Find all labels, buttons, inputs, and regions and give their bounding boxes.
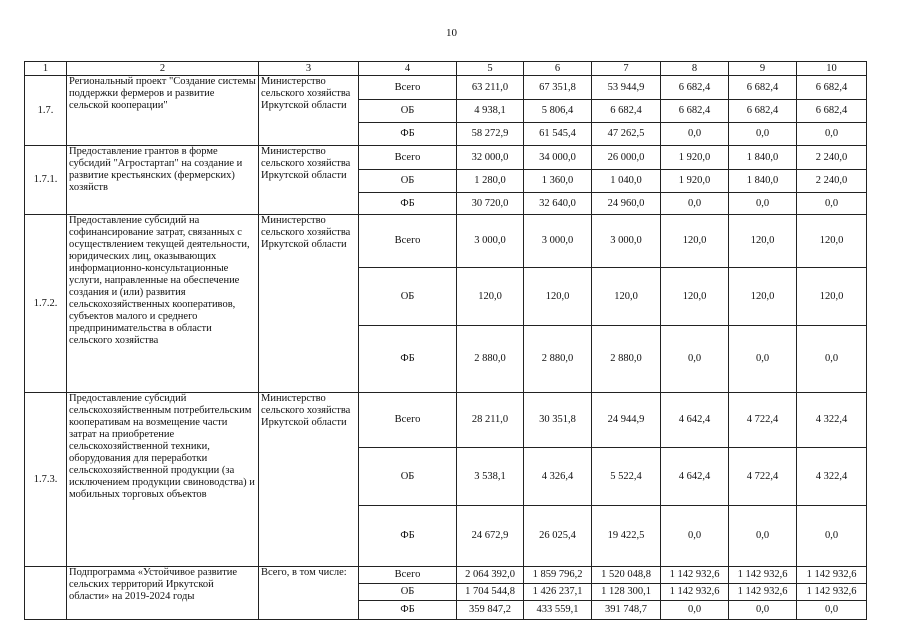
amount-cell: 1 840,0: [729, 146, 797, 170]
item-title: Подпрограмма «Устойчивое развитие сельских территорий Иркутской области» на 2019-2024 годы: [67, 567, 259, 620]
amount-cell: 0,0: [797, 326, 867, 393]
amount-cell: 67 351,8: [524, 76, 592, 100]
amount-cell: 34 000,0: [524, 146, 592, 170]
amount-cell: 4 642,4: [661, 393, 729, 448]
amount-cell: 120,0: [797, 215, 867, 268]
amount-cell: 2 240,0: [797, 146, 867, 170]
amount-cell: 120,0: [457, 268, 524, 326]
funding-source: ОБ: [359, 100, 457, 123]
funding-source: Всего: [359, 146, 457, 170]
amount-cell: 30 351,8: [524, 393, 592, 448]
amount-cell: 4 326,4: [524, 448, 592, 506]
funding-source: ОБ: [359, 448, 457, 506]
amount-cell: 1 142 932,6: [797, 567, 867, 584]
amount-cell: 1 280,0: [457, 170, 524, 193]
amount-cell: 120,0: [729, 268, 797, 326]
amount-cell: 28 211,0: [457, 393, 524, 448]
table-row: [25, 76, 867, 100]
amount-cell: 2 064 392,0: [457, 567, 524, 584]
item-title: Региональный проект "Создание системы поддержки фермеров и развитие сельской кооперации": [67, 76, 259, 146]
amount-cell: 4 938,1: [457, 100, 524, 123]
amount-cell: 6 682,4: [797, 76, 867, 100]
amount-cell: 1 040,0: [592, 170, 661, 193]
amount-cell: 3 000,0: [457, 215, 524, 268]
item-executor: Министерство сельского хозяйства Иркутской области: [259, 393, 359, 567]
amount-cell: 26 000,0: [592, 146, 661, 170]
amount-cell: 1 142 932,6: [729, 584, 797, 601]
amount-cell: 63 211,0: [457, 76, 524, 100]
amount-cell: 1 704 544,8: [457, 584, 524, 601]
amount-cell: 30 720,0: [457, 193, 524, 215]
amount-cell: 24 672,9: [457, 506, 524, 567]
amount-cell: 1 920,0: [661, 170, 729, 193]
funding-source: ФБ: [359, 123, 457, 146]
item-executor: Министерство сельского хозяйства Иркутской области: [259, 215, 359, 393]
item-title: Предоставление грантов в форме субсидий "Агростартап" на создание и развитие крестьянских (фермерских) хозяйств: [67, 146, 259, 215]
column-header: 9: [729, 62, 797, 76]
column-header: 3: [259, 62, 359, 76]
amount-cell: 120,0: [797, 268, 867, 326]
amount-cell: 58 272,9: [457, 123, 524, 146]
amount-cell: 0,0: [797, 193, 867, 215]
table-body: [25, 76, 867, 620]
amount-cell: 1 859 796,2: [524, 567, 592, 584]
amount-cell: 359 847,2: [457, 601, 524, 620]
amount-cell: 19 422,5: [592, 506, 661, 567]
amount-cell: 120,0: [661, 268, 729, 326]
amount-cell: 1 920,0: [661, 146, 729, 170]
amount-cell: 0,0: [729, 193, 797, 215]
funding-source: ОБ: [359, 170, 457, 193]
amount-cell: 2 240,0: [797, 170, 867, 193]
amount-cell: 6 682,4: [592, 100, 661, 123]
funding-source: ФБ: [359, 326, 457, 393]
funding-source: Всего: [359, 567, 457, 584]
table-row: [25, 393, 867, 448]
amount-cell: 0,0: [797, 123, 867, 146]
amount-cell: 3 000,0: [592, 215, 661, 268]
amount-cell: 1 426 237,1: [524, 584, 592, 601]
item-title: Предоставление субсидий сельскохозяйственным потребительским кооперативам на возмещение части затрат на приобретение сельскохозяйственной техники, оборудования для переработки сельскохозяйственной продукции (за исключением продукции свиноводства) и мобильных торговых объектов: [67, 393, 259, 567]
amount-cell: 5 806,4: [524, 100, 592, 123]
amount-cell: 2 880,0: [524, 326, 592, 393]
amount-cell: 61 545,4: [524, 123, 592, 146]
amount-cell: 120,0: [661, 215, 729, 268]
item-code: 1.7.: [25, 76, 67, 146]
column-header: 10: [797, 62, 867, 76]
amount-cell: 1 142 932,6: [797, 584, 867, 601]
amount-cell: 0,0: [729, 601, 797, 620]
funding-source: Всего: [359, 76, 457, 100]
amount-cell: 6 682,4: [661, 100, 729, 123]
amount-cell: 3 000,0: [524, 215, 592, 268]
column-header: 6: [524, 62, 592, 76]
item-code: 1.7.3.: [25, 393, 67, 567]
amount-cell: 4 642,4: [661, 448, 729, 506]
item-executor: Министерство сельского хозяйства Иркутской области: [259, 76, 359, 146]
item-executor: Министерство сельского хозяйства Иркутской области: [259, 146, 359, 215]
funding-source: ОБ: [359, 268, 457, 326]
amount-cell: 5 522,4: [592, 448, 661, 506]
column-header: 8: [661, 62, 729, 76]
amount-cell: 26 025,4: [524, 506, 592, 567]
amount-cell: 6 682,4: [729, 76, 797, 100]
amount-cell: 2 880,0: [457, 326, 524, 393]
amount-cell: 24 944,9: [592, 393, 661, 448]
amount-cell: 1 142 932,6: [661, 567, 729, 584]
amount-cell: 6 682,4: [797, 100, 867, 123]
amount-cell: 0,0: [729, 506, 797, 567]
amount-cell: 1 360,0: [524, 170, 592, 193]
amount-cell: 32 640,0: [524, 193, 592, 215]
amount-cell: 47 262,5: [592, 123, 661, 146]
item-code: [25, 567, 67, 620]
amount-cell: 4 722,4: [729, 393, 797, 448]
funding-source: Всего: [359, 215, 457, 268]
budget-table: [24, 61, 867, 620]
page-number: 10: [446, 27, 457, 39]
column-header: 2: [67, 62, 259, 76]
amount-cell: 1 520 048,8: [592, 567, 661, 584]
amount-cell: 4 322,4: [797, 448, 867, 506]
amount-cell: 0,0: [661, 506, 729, 567]
amount-cell: 0,0: [797, 506, 867, 567]
amount-cell: 120,0: [729, 215, 797, 268]
amount-cell: 1 840,0: [729, 170, 797, 193]
column-header: 5: [457, 62, 524, 76]
amount-cell: 3 538,1: [457, 448, 524, 506]
amount-cell: 391 748,7: [592, 601, 661, 620]
funding-source: Всего: [359, 393, 457, 448]
funding-source: ФБ: [359, 601, 457, 620]
amount-cell: 0,0: [661, 326, 729, 393]
funding-source: ОБ: [359, 584, 457, 601]
column-header: 4: [359, 62, 457, 76]
amount-cell: 1 128 300,1: [592, 584, 661, 601]
column-number-row: [25, 62, 867, 76]
item-title: Предоставление субсидий на софинансирование затрат, связанных с осуществлением текущей деятельности, юридических лиц, оказывающих информационно-консультационные услуги, направленные на обеспечение создания и (или) развития сельскохозяйственных кооперативов, субъектов малого и среднего предпринимательства в области сельского хозяйства: [67, 215, 259, 393]
amount-cell: 0,0: [661, 193, 729, 215]
amount-cell: 0,0: [661, 601, 729, 620]
table-row: [25, 567, 867, 584]
column-header: 7: [592, 62, 661, 76]
amount-cell: 53 944,9: [592, 76, 661, 100]
amount-cell: 2 880,0: [592, 326, 661, 393]
funding-source: ФБ: [359, 193, 457, 215]
amount-cell: 1 142 932,6: [661, 584, 729, 601]
amount-cell: 0,0: [729, 123, 797, 146]
amount-cell: 120,0: [592, 268, 661, 326]
amount-cell: 24 960,0: [592, 193, 661, 215]
amount-cell: 0,0: [661, 123, 729, 146]
item-code: 1.7.1.: [25, 146, 67, 215]
amount-cell: 433 559,1: [524, 601, 592, 620]
amount-cell: 1 142 932,6: [729, 567, 797, 584]
amount-cell: 4 322,4: [797, 393, 867, 448]
amount-cell: 0,0: [729, 326, 797, 393]
item-code: 1.7.2.: [25, 215, 67, 393]
amount-cell: 4 722,4: [729, 448, 797, 506]
funding-source: ФБ: [359, 506, 457, 567]
column-header: 1: [25, 62, 67, 76]
amount-cell: 6 682,4: [729, 100, 797, 123]
amount-cell: 0,0: [797, 601, 867, 620]
table-row: [25, 215, 867, 268]
amount-cell: 120,0: [524, 268, 592, 326]
amount-cell: 6 682,4: [661, 76, 729, 100]
table-row: [25, 146, 867, 170]
amount-cell: 32 000,0: [457, 146, 524, 170]
item-executor: Всего, в том числе:: [259, 567, 359, 620]
